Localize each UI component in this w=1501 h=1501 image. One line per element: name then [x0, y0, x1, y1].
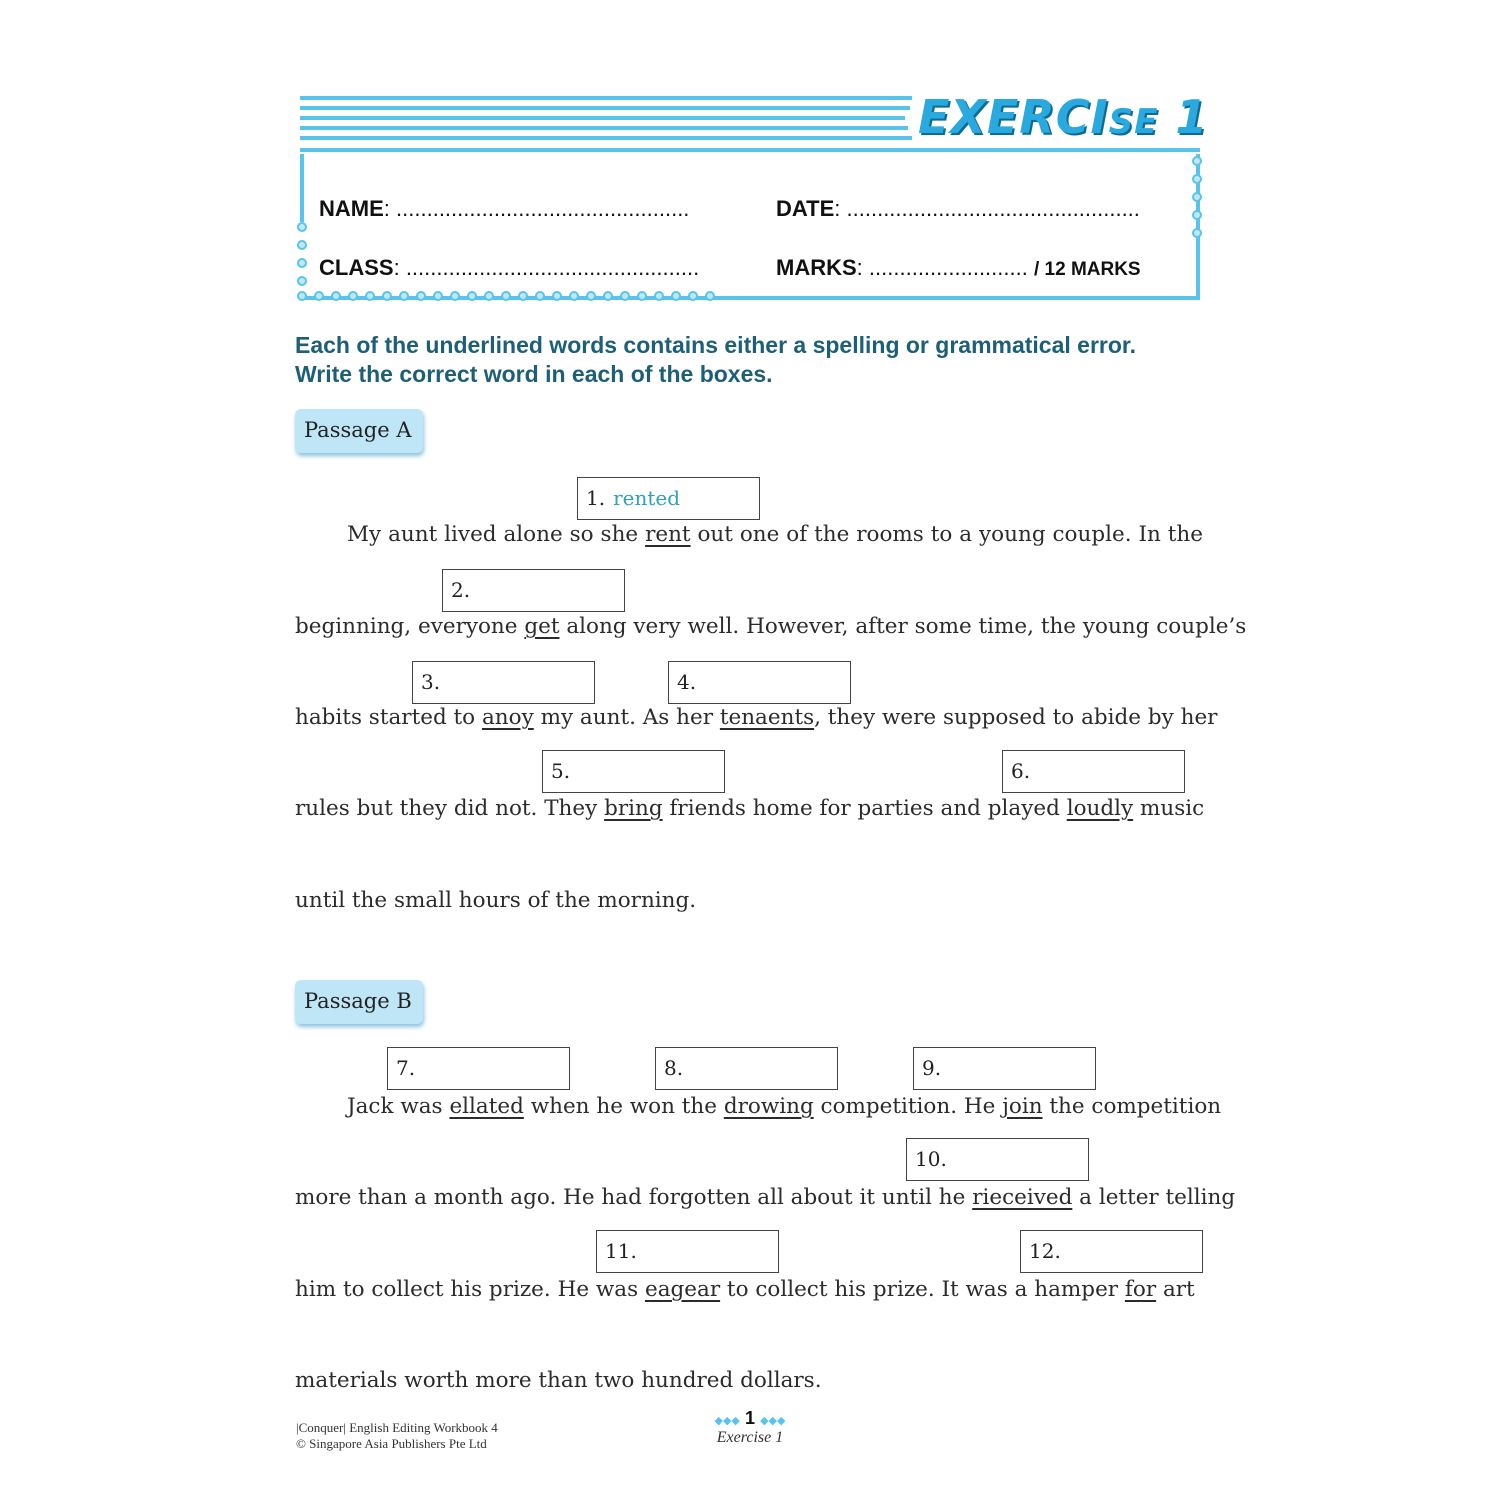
book-title: |Conquer| English Editing Workbook 4 — [296, 1420, 498, 1435]
dot-column-right — [1192, 156, 1202, 238]
footer-exercise-label: Exercise 1 — [716, 1429, 784, 1446]
answer-box-10[interactable]: 10. — [906, 1138, 1089, 1181]
exercise-title: EXERCISE 1 — [912, 90, 1202, 142]
passage-b-line-4: materials worth more than two hundred dollars. — [295, 1368, 822, 1393]
answer-box-4[interactable]: 4. — [668, 661, 851, 704]
underlined-word: rieceived — [972, 1185, 1073, 1210]
answer-box-9[interactable]: 9. — [913, 1047, 1096, 1090]
answer-box-12[interactable]: 12. — [1020, 1230, 1203, 1273]
diamond-icon: ◆◆◆ — [760, 1414, 786, 1427]
exercise-header — [300, 90, 1209, 304]
passage-b-line-3: him to collect his prize. He was eagear to collect his prize. It was a hamper for art — [295, 1277, 1195, 1302]
answer-box-2[interactable]: 2. — [442, 569, 625, 612]
answer-text: rented — [613, 486, 681, 510]
passage-a-label: Passage A — [295, 409, 423, 453]
date-field[interactable]: DATE: ................................................ — [776, 196, 1140, 221]
header-stripe — [300, 96, 915, 100]
header-stripe — [300, 126, 908, 130]
passage-a-line-2: beginning, everyone get along very well. However, after some time, the young couple’s — [295, 614, 1247, 639]
underlined-word: for — [1124, 1277, 1157, 1302]
passage-a-line-5: until the small hours of the morning. — [295, 888, 697, 913]
dot-column-left — [297, 222, 307, 286]
header-stripe — [300, 116, 905, 120]
class-field[interactable]: CLASS: ................................................ — [319, 255, 700, 280]
answer-box-11[interactable]: 11. — [596, 1230, 779, 1273]
header-stripe — [300, 106, 910, 110]
underlined-word: join — [1002, 1094, 1043, 1119]
dot-row-bottom — [297, 291, 715, 301]
instructions-line-2: Write the correct word in each of the boxes. — [295, 361, 773, 387]
header-stripe — [300, 148, 1200, 152]
underlined-word: drowing — [723, 1094, 814, 1119]
answer-box-5[interactable]: 5. — [542, 750, 725, 793]
underlined-word: bring — [604, 796, 663, 821]
page-footer — [700, 1408, 800, 1447]
underlined-word: loudly — [1066, 796, 1134, 821]
passage-b-line-2: more than a month ago. He had forgotten all about it until he rieceived a letter telling — [295, 1185, 1236, 1210]
answer-box-3[interactable]: 3. — [412, 661, 595, 704]
diamond-icon: ◆◆◆ — [714, 1414, 740, 1427]
page-number: 1 — [744, 1408, 755, 1428]
marks-field[interactable]: MARKS: .......................... / 12 MARKS — [776, 255, 1141, 280]
answer-box-7[interactable]: 7. — [387, 1047, 570, 1090]
answer-box-8[interactable]: 8. — [655, 1047, 838, 1090]
passage-b-line-1: Jack was ellated when he won the drowing competition. He join the competition — [347, 1094, 1222, 1119]
instructions-line-1: Each of the underlined words contains either a spelling or grammatical error. — [295, 332, 1136, 358]
underlined-word: eagear — [644, 1277, 721, 1302]
answer-box-6[interactable]: 6. — [1002, 750, 1185, 793]
underlined-word: get — [524, 614, 560, 639]
passage-b-label: Passage B — [295, 980, 423, 1024]
name-field[interactable]: NAME: ................................................ — [319, 196, 690, 221]
instructions — [295, 331, 1215, 389]
underlined-word: ellated — [449, 1094, 524, 1119]
passage-a-line-4: rules but they did not. They bring friends home for parties and played loudly music — [295, 796, 1205, 821]
passage-a-line-3: habits started to anoy my aunt. As her tenaents, they were supposed to abide by her — [295, 705, 1218, 730]
copyright: © Singapore Asia Publishers Pte Ltd — [296, 1436, 487, 1451]
underlined-word: anoy — [481, 705, 534, 730]
passage-a-line-1: My aunt lived alone so she rent out one of the rooms to a young couple. In the — [347, 522, 1203, 547]
footer-credits — [296, 1420, 498, 1452]
underlined-word: rent — [645, 522, 691, 547]
answer-box-1[interactable]: 1. rented — [577, 477, 760, 520]
underlined-word: tenaents — [719, 705, 815, 730]
